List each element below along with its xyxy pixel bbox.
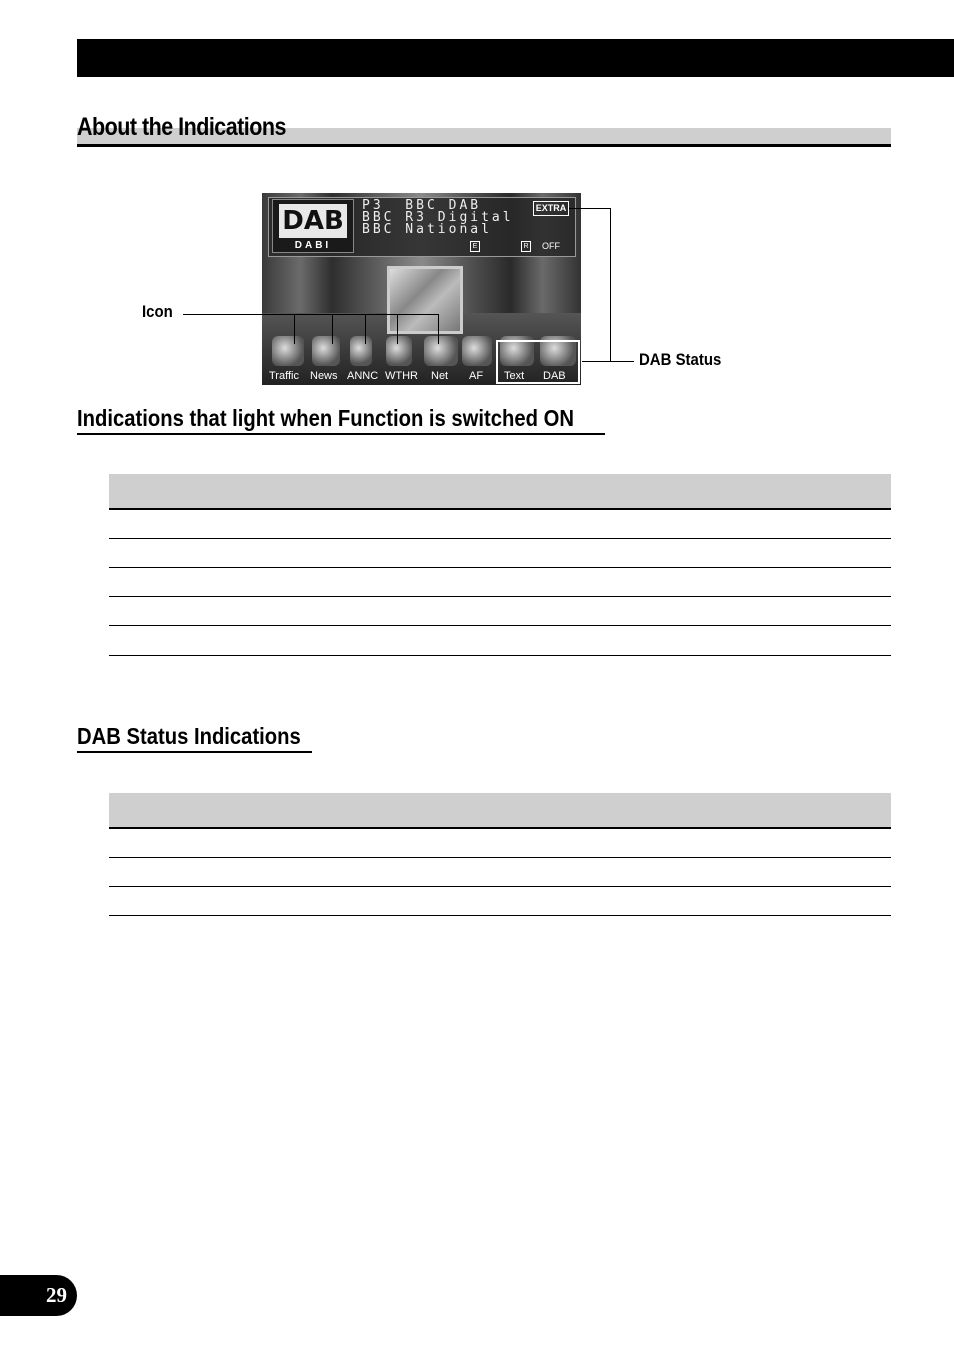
callout-icon-line xyxy=(183,314,439,315)
station-line-3: BBC National xyxy=(362,222,492,237)
extra-badge: EXTRA xyxy=(533,201,569,216)
icon-label-annc: ANNC xyxy=(347,370,379,382)
table-header-rule xyxy=(109,508,891,510)
table-row xyxy=(109,538,891,539)
dab-status-table xyxy=(109,793,891,916)
net-icon xyxy=(424,336,458,366)
subsection-rule-dab-status xyxy=(77,751,312,753)
section-title-rule xyxy=(77,144,891,147)
band-label: DABI xyxy=(294,240,332,251)
subsection-title-dab-status: DAB Status Indications xyxy=(77,723,301,749)
callout-tick-3 xyxy=(365,314,366,344)
icon-label-traffic: Traffic xyxy=(269,370,299,382)
table-row xyxy=(109,655,891,656)
r-marker: R xyxy=(521,241,531,252)
display-screenshot xyxy=(262,193,581,385)
news-icon xyxy=(312,336,340,366)
callout-status-top xyxy=(569,208,610,209)
weather-icon xyxy=(386,336,412,366)
dab-logo-text: DAB xyxy=(279,204,347,238)
icon-label-af: AF xyxy=(469,370,484,382)
callout-status-vertical xyxy=(610,208,611,361)
icon-label-news: News xyxy=(310,370,338,382)
station-line-1: P3 BBC DAB xyxy=(362,198,482,213)
af-icon xyxy=(462,336,492,366)
callout-dab-status-label: DAB Status xyxy=(639,350,722,369)
section-title-text: About the Indications xyxy=(77,113,286,141)
table-row xyxy=(109,886,891,887)
icon-label-net: Net xyxy=(431,370,449,382)
callout-tick-1 xyxy=(294,314,295,344)
callout-icon-label: Icon xyxy=(142,302,173,321)
dab-logo xyxy=(272,199,354,253)
subsection-title-function-on: Indications that light when Function is switched ON xyxy=(77,405,575,431)
table-row xyxy=(109,567,891,568)
subsection-rule-function-on xyxy=(77,433,605,435)
callout-tick-2 xyxy=(332,314,333,344)
callout-tick-4 xyxy=(397,314,398,344)
traffic-icon xyxy=(272,336,304,366)
icon-label-text: Text xyxy=(504,370,525,382)
station-lines xyxy=(362,200,537,236)
icon-label-wthr: WTHR xyxy=(385,370,418,382)
table-row xyxy=(109,596,891,597)
table-header-rule xyxy=(109,827,891,829)
dab-status-box xyxy=(496,340,580,384)
table-header xyxy=(109,474,891,508)
callout-status-bottom xyxy=(582,361,634,362)
table-row xyxy=(109,915,891,916)
page-number: 29 xyxy=(0,1275,77,1316)
e-marker: E xyxy=(470,241,480,252)
section-title xyxy=(77,113,891,147)
callout-tick-5 xyxy=(438,314,439,344)
annc-icon xyxy=(350,336,372,366)
function-indications-table xyxy=(109,474,891,656)
icon-label-dab: DAB xyxy=(543,370,566,382)
table-header xyxy=(109,793,891,827)
station-line-2: BBC R3 Digital xyxy=(362,210,514,225)
off-indicator: OFF xyxy=(542,241,560,251)
header-bar xyxy=(77,39,954,77)
table-row xyxy=(109,625,891,626)
table-row xyxy=(109,857,891,858)
